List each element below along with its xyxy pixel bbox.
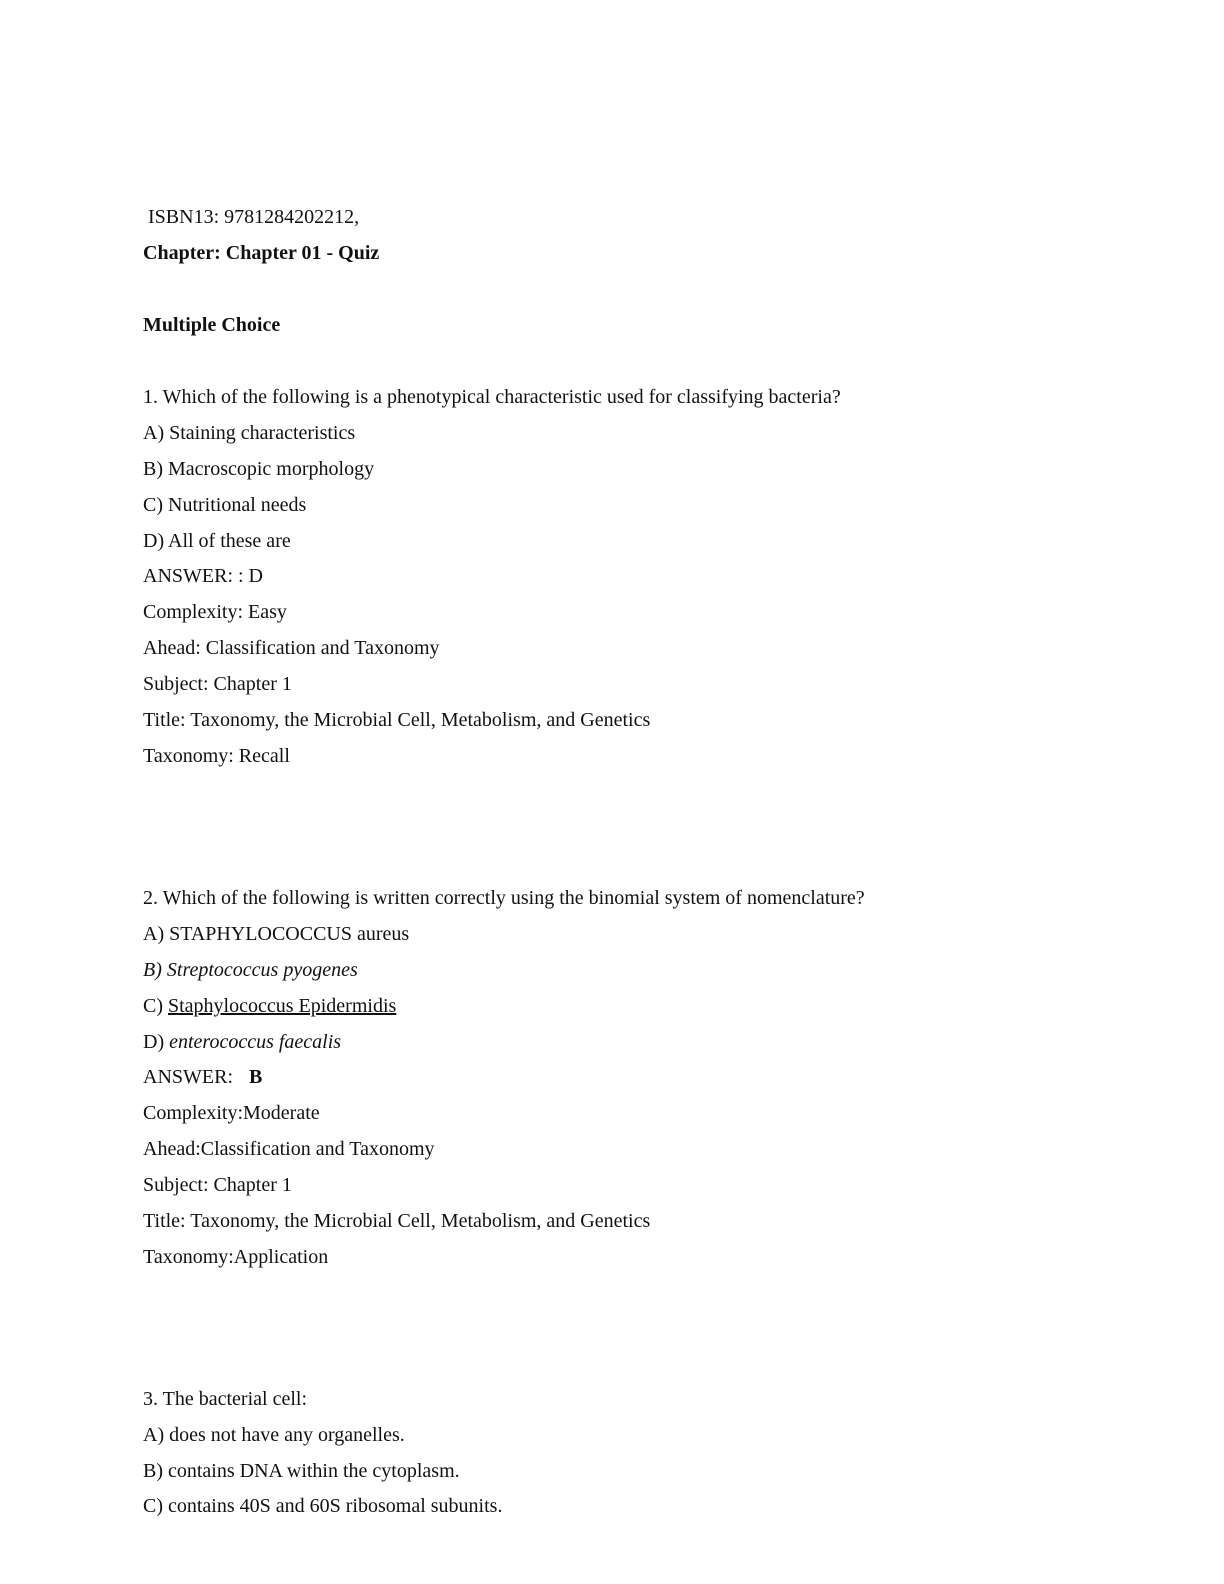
question-1-ahead: Ahead: Classification and Taxonomy: [143, 637, 440, 659]
option-prefix: C): [143, 995, 168, 1017]
answer-value: B: [249, 1066, 263, 1088]
question-1-title: Title: Taxonomy, the Microbial Cell, Metabolism, and Genetics: [143, 709, 651, 731]
question-2-option-b: [143, 958, 358, 982]
question-1-text: 1. Which of the following is a phenotypical characteristic used for classifying bacteria?: [143, 386, 841, 408]
question-1-subject: Subject: Chapter 1: [143, 673, 292, 695]
question-2-taxonomy: Taxonomy:Application: [143, 1246, 329, 1268]
question-1-option-d: D) All of these are: [143, 530, 291, 552]
question-3-option-c: C) contains 40S and 60S ribosomal subunits.: [143, 1495, 503, 1517]
option-text: STAPHYLOCOCCUS aureus: [169, 923, 410, 945]
answer-label: ANSWER:: [143, 1066, 233, 1088]
question-3-option-a: A) does not have any organelles.: [143, 1424, 405, 1446]
question-2-subject: Subject: Chapter 1: [143, 1174, 292, 1196]
option-prefix: D): [143, 1031, 170, 1053]
question-2-option-d: [143, 1030, 341, 1054]
question-2-option-a: [143, 922, 409, 946]
chapter-title: Chapter: Chapter 01 - Quiz: [143, 242, 380, 264]
question-1-taxonomy: Taxonomy: Recall: [143, 745, 290, 767]
answer-value: : D: [233, 565, 263, 587]
question-2-answer: [143, 1065, 262, 1089]
answer-label: ANSWER:: [143, 565, 233, 587]
question-2-title: Title: Taxonomy, the Microbial Cell, Metabolism, and Genetics: [143, 1210, 651, 1232]
section-heading: Multiple Choice: [143, 314, 281, 336]
question-1-complexity: Complexity: Easy: [143, 601, 287, 623]
option-text: enterococcus faecalis: [169, 1031, 342, 1053]
question-2-ahead: Ahead:Classification and Taxonomy: [143, 1138, 435, 1160]
option-text: Streptococcus pyogenes: [166, 959, 358, 981]
question-2-option-c: [143, 994, 396, 1018]
question-3-option-b: B) contains DNA within the cytoplasm.: [143, 1460, 460, 1482]
question-1-option-c: C) Nutritional needs: [143, 494, 307, 516]
question-1-option-b: B) Macroscopic morphology: [143, 458, 375, 480]
option-text: Staphylococcus Epidermidis: [168, 995, 397, 1017]
option-prefix: A): [143, 923, 170, 945]
isbn-line: ISBN13: 9781284202212,: [148, 206, 360, 228]
question-1-option-a: A) Staining characteristics: [143, 422, 356, 444]
question-2-complexity: Complexity:Moderate: [143, 1102, 320, 1124]
option-prefix: B): [143, 959, 167, 981]
question-1-answer: [143, 564, 263, 588]
question-2-text: 2. Which of the following is written correctly using the binomial system of nomenclature?: [143, 887, 865, 909]
question-3-text: 3. The bacterial cell:: [143, 1388, 307, 1410]
